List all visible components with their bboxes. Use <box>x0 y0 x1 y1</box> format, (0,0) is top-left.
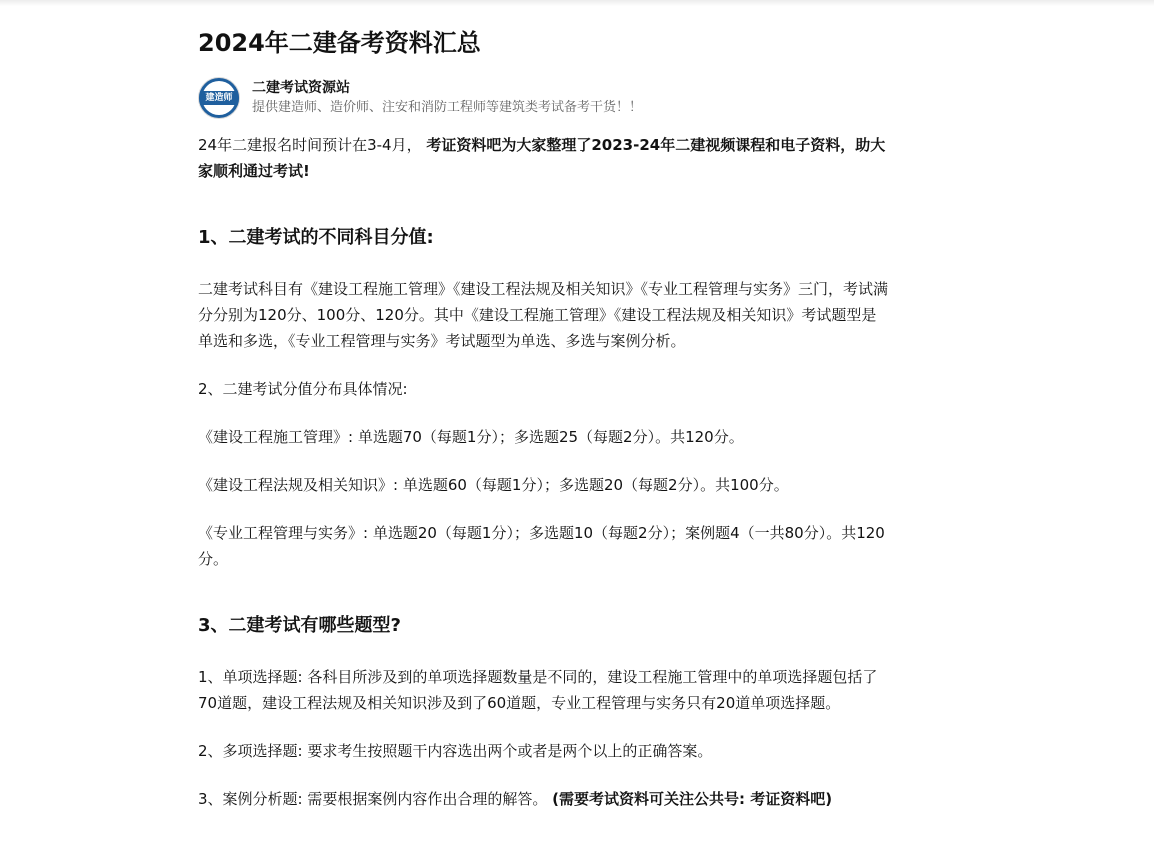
intro-paragraph <box>198 132 888 184</box>
section1-heading: 1、二建考试的不同科目分值: <box>198 227 434 248</box>
section1-paragraph-3: 《建设工程施工管理》: 单选题70（每题1分）；多选题25（每题2分）。共120分。 <box>198 428 744 446</box>
avatar-text: 建造师 <box>205 93 233 103</box>
article-title: 2024年二建备考资料汇总 <box>198 29 481 57</box>
section3-paragraph-3 <box>198 786 888 812</box>
section3-p3-bold-text: (需要考试资料可关注公共号: 考证资料吧) <box>552 790 833 808</box>
section3-paragraph-2: 2、多项选择题: 要求考生按照题干内容选出两个或者是两个以上的正确答案。 <box>198 742 713 760</box>
article <box>198 0 888 834</box>
intro-text: 24年二建报名时间预计在3-4月， <box>198 136 427 154</box>
section1-paragraph-4: 《建设工程法规及相关知识》: 单选题60（每题1分）；多选题20（每题2分）。共100分。 <box>198 476 789 494</box>
section1-paragraph-1: 二建考试科目有《建设工程施工管理》《建设工程法规及相关知识》《专业工程管理与实务》三门，考试满分分别为120分、100分、120分。其中《建设工程施工管理》《建设工程法规及相关知识》考试题型是单选和多选，《专业工程管理与实务》考试题型为单选、多选与案例分析。 <box>198 280 889 350</box>
author-avatar[interactable] <box>198 77 240 119</box>
section3-paragraph-1: 1、单项选择题: 各科目所涉及到的单项选择题数量是不同的，建设工程施工管理中的单项选择题包括了70道题，建设工程法规及相关知识涉及到了60道题，专业工程管理与实务只有20道单项选择题。 <box>198 668 878 712</box>
section1-paragraph-5: 《专业工程管理与实务》: 单选题20（每题1分）；多选题10（每题2分）；案例题4（一共80分）。共120分。 <box>198 524 885 568</box>
section3-heading: 3、二建考试有哪些题型? <box>198 615 401 636</box>
author-card[interactable] <box>198 77 888 119</box>
intro-bold-text: 考证资料吧为大家整理了2023-24年二建视频课程和电子资料，助大家顺利通过考试! <box>198 136 886 180</box>
author-info <box>252 78 642 118</box>
section3-p3-text: 3、案例分析题: 需要根据案例内容作出合理的解答。 <box>198 790 553 808</box>
author-name[interactable]: 二建考试资源站 <box>252 80 350 96</box>
author-bio: 提供建造师、造价师、注安和消防工程师等建筑类考试备考干货！！ <box>252 100 643 115</box>
section1-paragraph-2: 2、二建考试分值分布具体情况: <box>198 380 408 398</box>
article-content <box>198 132 888 812</box>
